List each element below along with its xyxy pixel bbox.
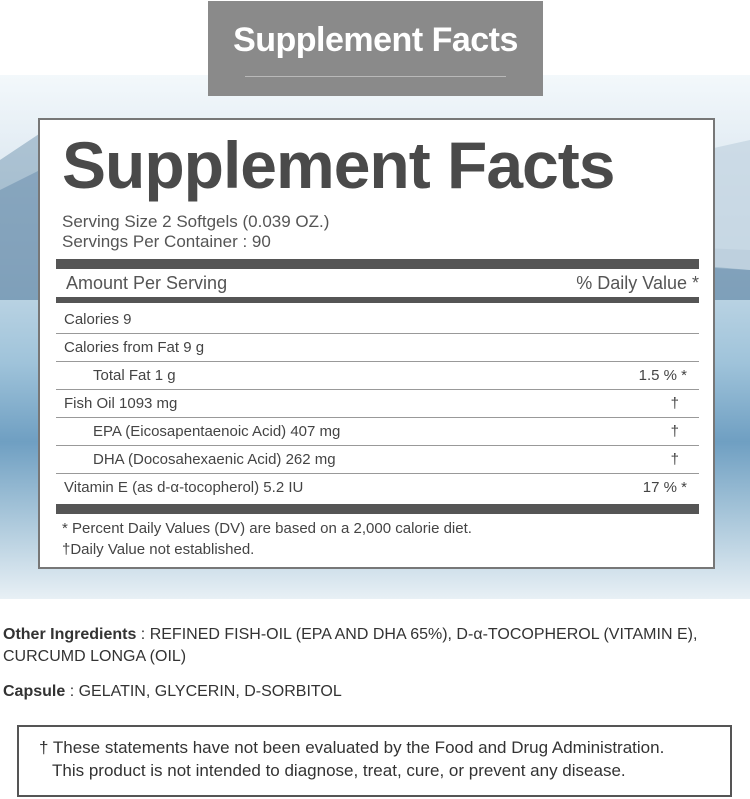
fda-disclaimer (17, 725, 732, 797)
nutrient-label: Calories from Fat 9 g (64, 339, 205, 356)
thick-divider-bottom (56, 504, 699, 514)
panel-title: Supplement Facts (62, 128, 615, 202)
nutrient-value: † (670, 451, 679, 468)
nutrient-value: † (670, 395, 679, 412)
nutrient-row (56, 389, 699, 418)
serving-size: Serving Size 2 Softgels (0.039 OZ.) (62, 212, 330, 231)
thick-divider-top (56, 259, 699, 269)
nutrient-label: Calories 9 (64, 311, 132, 328)
disclaimer-line-1: † These statements have not been evaluated by the Food and Drug Administration. (39, 738, 665, 757)
nutrient-row (56, 305, 699, 334)
nutrient-label: Total Fat 1 g (93, 367, 176, 384)
other-ingredients-label: Other Ingredients (3, 626, 137, 643)
header-banner (208, 1, 543, 96)
nutrient-label: DHA (Docosahexaenic Acid) 262 mg (93, 451, 336, 468)
nutrient-label: Vitamin E (as d-α-tocopherol) 5.2 IU (64, 479, 304, 496)
nutrient-row (56, 473, 699, 501)
nutrient-row (56, 361, 699, 390)
nutrient-row (56, 333, 699, 362)
nutrient-label: EPA (Eicosapentaenoic Acid) 407 mg (93, 423, 341, 440)
supplement-facts-panel (38, 118, 715, 569)
amount-per-serving-heading: Amount Per Serving (66, 273, 228, 293)
nutrient-row (56, 445, 699, 474)
header-title: Supplement Facts (233, 21, 518, 59)
footnote-daily-values: * Percent Daily Values (DV) are based on a 2,000 calorie diet. (62, 520, 472, 537)
header-rule (245, 76, 506, 77)
medium-divider (56, 297, 699, 303)
nutrient-value: 1.5 % * (638, 367, 687, 384)
capsule-text: : GELATIN, GLYCERIN, D-SORBITOL (65, 683, 342, 700)
nutrient-value: † (670, 423, 679, 440)
nutrient-row (56, 417, 699, 446)
other-ingredients-text: : REFINED FISH-OIL (EPA AND DHA 65%), D-α-TOCOPHEROL (VITAMIN E), CURCUMD LONGA (OIL) (3, 626, 698, 665)
other-ingredients (3, 624, 748, 668)
daily-value-heading: % Daily Value * (576, 273, 699, 293)
disclaimer-line-2: This product is not intended to diagnose, treat, cure, or prevent any disease. (52, 761, 626, 780)
capsule-label: Capsule (3, 683, 66, 700)
nutrient-label: Fish Oil 1093 mg (64, 395, 178, 412)
nutrient-value: 17 % * (642, 479, 687, 496)
footnote-dagger: †Daily Value not established. (62, 541, 255, 558)
servings-per-container: Servings Per Container : 90 (62, 232, 271, 251)
capsule-ingredients (3, 681, 748, 703)
